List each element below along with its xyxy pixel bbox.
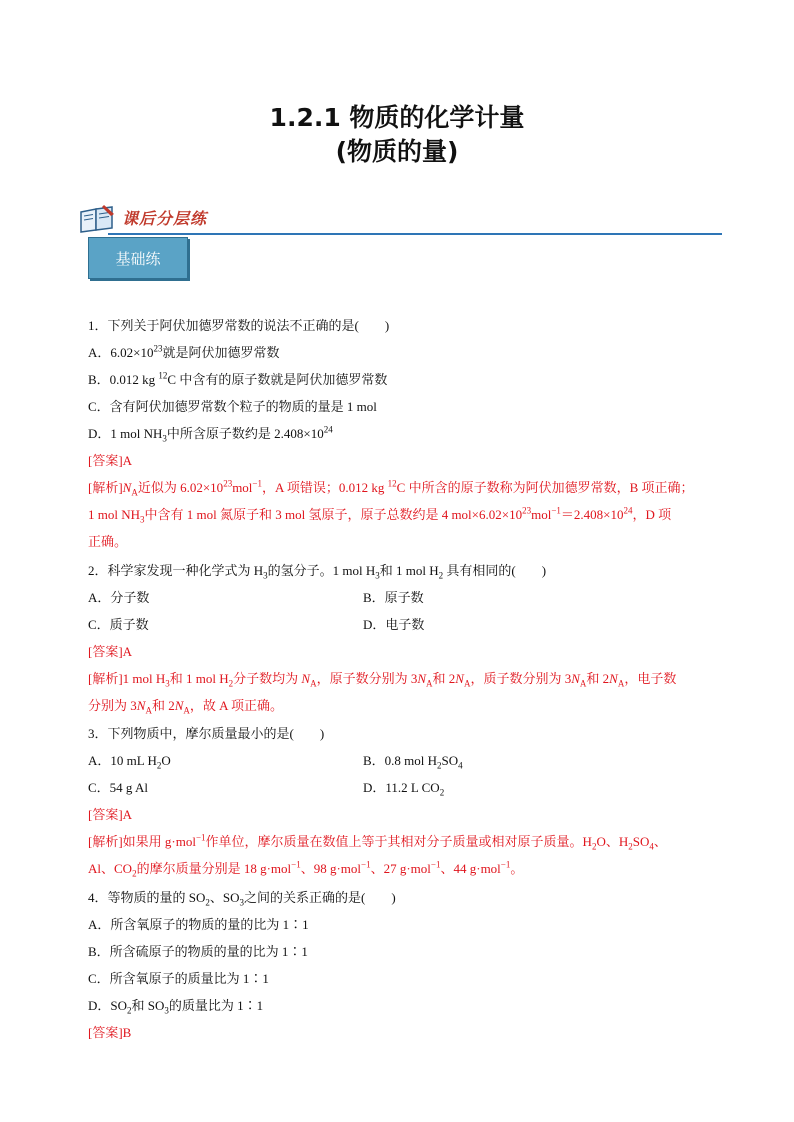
q1-option-c: C．含有阿伏加德罗常数个粒子的物质的量是 1 mol [88, 399, 377, 414]
document-subtitle: (物质的量) [335, 137, 459, 166]
q3-option-b: B．0.8 mol $H_2SO_4$ [363, 753, 463, 771]
section-header [78, 200, 722, 236]
section-title: 课后分层练 [122, 209, 208, 228]
level-badge: 基础练 [88, 237, 188, 279]
q4-option-d: D．$SO_2$和 $SO_3$的质量比为 1∶1 [88, 998, 264, 1016]
q4-option-b: B．所含硫原子的物质的量的比为 1∶1 [88, 944, 308, 959]
q4-stem: 4．等物质的量的 $SO_2$、$SO_3$之间的关系正确的是( ) [88, 890, 396, 908]
q1-explanation-line1: [解析]$N_A$近似为 $6.02\times 10^{23}mol^{-1}$，A 项错误；0.012 kg $^{12}$C 中所含的原子数称为阿伏加德罗常数，B 项正确； [88, 478, 694, 498]
q4-answer: [答案]B [88, 1025, 132, 1040]
q1-answer: [答案]A [88, 453, 133, 468]
q3-explanation-line2: Al、$CO_2$的摩尔质量分别是 18 g·mol$^{-1}$、98 g·mol$^{-1}$、27 g·mol$^{-1}$、44 g·mol$^{-1}$。 [88, 859, 524, 879]
q3-option-a: A．10 mL $H_2O$ [88, 753, 171, 771]
q2-answer: [答案]A [88, 644, 133, 659]
q1-explanation-line2: 1 mol $NH_3$中含有 1 mol 氮原子和 3 mol 氢原子，原子总数约是 4 $mol\times 6.02\times 10^{23}mol^{-1}=2.408\times 10^{24}$，D 项 [88, 505, 672, 525]
q3-option-d: D．11.2 L $CO_2$ [363, 780, 445, 798]
q1-stem: 1．下列关于阿伏加德罗常数的说法不正确的是( ) [88, 318, 390, 333]
q1-option-d: D．1 mol $NH_3$中所含原子数约是 $2.408\times 10^{24}$ [88, 424, 333, 444]
q3-answer: [答案]A [88, 807, 133, 822]
q2-option-b: B．原子数 [363, 590, 424, 605]
q3-option-c: C．54 g Al [88, 780, 148, 795]
q3-explanation-line1: [解析]如果用 g·mol$^{-1}$作单位，摩尔质量在数值上等于其相对分子质量或相对原子质量。$H_2O$、$H_2SO_4$、 [88, 832, 667, 852]
q2-option-a: A．分子数 [88, 590, 150, 605]
q2-option-c: C．质子数 [88, 617, 149, 632]
q3-stem: 3．下列物质中，摩尔质量最小的是( ) [88, 726, 325, 741]
q2-option-d: D．电子数 [363, 617, 425, 632]
q2-explanation-line2: 分别为 $3N_A$和 $2N_A$，故 A 项正确。 [88, 698, 284, 716]
q1-option-a: A．$6.02\times 10^{23}$就是阿伏加德罗常数 [88, 343, 280, 360]
q2-explanation-line1: [解析]1 mol $H_3$和 1 mol $H_2$分子数均为 $N_A$，原子数分别为 $3N_A$和 $2N_A$，质子数分别为 $3N_A$和 $2N_A$，电子数 [88, 671, 677, 689]
q1-option-b: B．0.012 kg $^{12}$C 中含有的原子数就是阿伏加德罗常数 [88, 370, 388, 387]
q1-explanation-line3: 正确。 [88, 534, 128, 549]
q2-stem: 2．科学家发现一种化学式为 $H_3$的氢分子。1 mol $H_3$和 1 mol $H_2$ 具有相同的( ) [88, 563, 547, 581]
book-icon [78, 204, 116, 234]
q4-option-a: A．所含氧原子的物质的量的比为 1∶1 [88, 917, 309, 932]
section-divider [108, 233, 722, 235]
document-title: 1.2.1 物质的化学计量 [269, 103, 525, 132]
q4-option-c: C．所含氧原子的质量比为 1∶1 [88, 971, 269, 986]
